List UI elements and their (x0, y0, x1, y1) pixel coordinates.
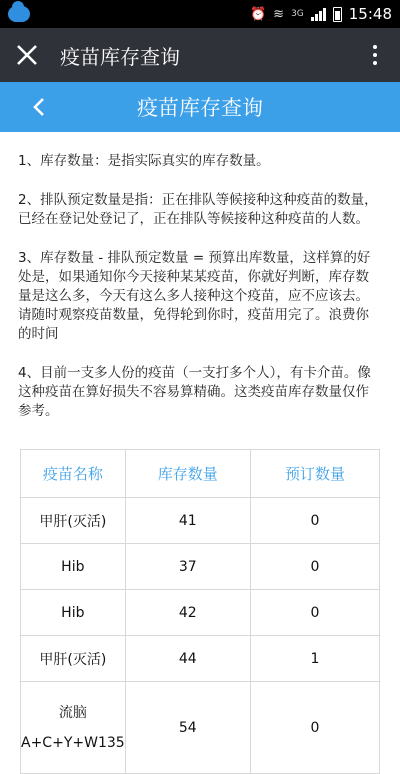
page-title: 疫苗库存查询 (137, 96, 263, 120)
stock-qty-cell: 37 (125, 544, 250, 590)
info-paragraph-1: 1、库存数量：是指实际真实的库存数量。 (18, 153, 270, 169)
more-vert-icon-dot (373, 61, 377, 65)
reserved-qty-cell: 0 (250, 590, 379, 636)
header-stock-qty: 库存数量 (125, 450, 250, 498)
reserved-qty-cell: 1 (250, 636, 379, 682)
info-content (0, 152, 400, 421)
more-menu-button[interactable] (350, 28, 400, 82)
battery-icon (333, 7, 342, 22)
stock-qty-cell: 54 (125, 682, 250, 774)
vaccine-name-cell: Hib (21, 544, 126, 590)
wifi-icon: ≋ (273, 6, 285, 22)
stock-qty-cell: 42 (125, 590, 250, 636)
app-toolbar (0, 28, 400, 82)
stock-qty-cell: 44 (125, 636, 250, 682)
table-row (21, 682, 380, 774)
info-paragraph-4: 4、目前一支多人份的疫苗（一支打多个人），有卡介苗。像这种疫苗在算好损失不容易算精确。这类疫苗库存数量仅作参考。 (18, 365, 371, 419)
reserved-qty-cell: 0 (250, 544, 379, 590)
more-vert-icon-dot (373, 53, 377, 57)
vaccine-name-cell: 甲肝(灭活) (21, 636, 126, 682)
table-row (21, 636, 380, 682)
header-vaccine-name: 疫苗名称 (21, 450, 126, 498)
cloud-icon (8, 6, 30, 22)
status-time: 15:48 (348, 5, 392, 23)
page-header (0, 82, 400, 132)
info-paragraph-3: 3、库存数量 - 排队预定数量 = 预算出库数量，这样算的好处是，如果通知你今天接种某某疫苗，你就好判断，库存数量是这么多，今天有这么多人接种这个疫苗，应不应该去。请随时观察疫苗数量，免得轮到你时，疫苗用完了。浪费你的时间 (18, 250, 371, 342)
signal-icon (311, 7, 326, 21)
header-reserved-qty: 预订数量 (250, 450, 379, 498)
table-header-row (21, 450, 380, 498)
status-bar (0, 0, 400, 28)
close-icon (16, 44, 38, 66)
vaccine-stock-table (20, 449, 380, 774)
more-vert-icon (373, 45, 377, 49)
vaccine-name-cell: 流脑 A+C+Y+W135 (21, 682, 126, 774)
alarm-icon: ⏰ (249, 6, 267, 22)
toolbar-title: 疫苗库存查询 (60, 44, 180, 69)
table-row (21, 544, 380, 590)
vaccine-name-cell: 甲肝(灭活) (21, 498, 126, 544)
chevron-left-icon (32, 97, 46, 117)
vaccine-name-cell: Hib (21, 590, 126, 636)
network-type: 3G (291, 9, 304, 19)
table-row (21, 498, 380, 544)
stock-qty-cell: 41 (125, 498, 250, 544)
back-button[interactable] (14, 82, 64, 132)
close-button[interactable] (0, 28, 54, 82)
info-paragraph-2: 2、排队预定数量是指：正在排队等候接种这种疫苗的数量，已经在登记处登记了，正在排队等候接种这种疫苗的人数。 (18, 192, 378, 227)
reserved-qty-cell: 0 (250, 682, 379, 774)
table-row (21, 590, 380, 636)
reserved-qty-cell: 0 (250, 498, 379, 544)
